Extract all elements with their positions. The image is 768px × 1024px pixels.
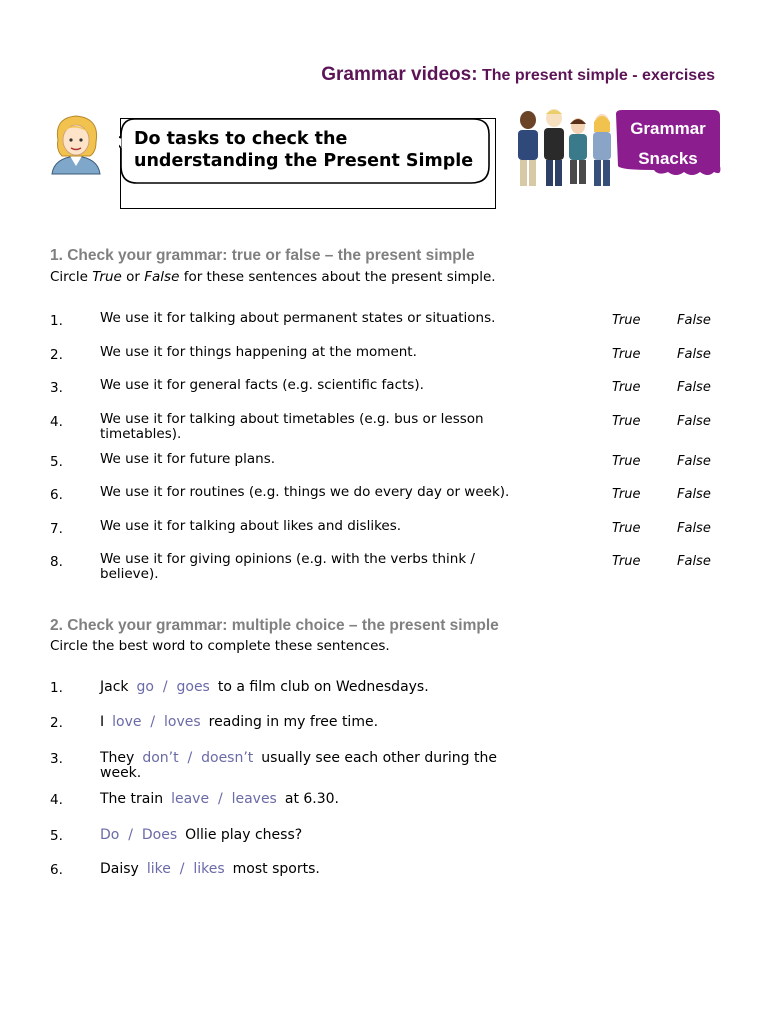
mc-item-pre: Daisy (100, 861, 139, 877)
mc-choice[interactable]: leave / leaves (171, 791, 277, 807)
false-option[interactable]: False (677, 521, 711, 536)
mc-item (100, 715, 540, 730)
mc-item (100, 680, 540, 695)
mc-item-post: at 6.30. (284, 791, 339, 807)
true-option[interactable]: True (612, 414, 641, 429)
mc-item-post: usually see each other during the week. (100, 750, 497, 781)
tf-item-text: We use it for general facts (e.g. scientific facts). (100, 377, 424, 393)
tf-item-text: We use it for talking about timetables (e.g. bus or lesson timetables). (100, 411, 484, 442)
tf-item-number: 7. (50, 521, 63, 537)
false-option[interactable]: False (677, 313, 711, 328)
mc-item-number: 6. (50, 862, 63, 878)
teacher-avatar (46, 112, 106, 176)
true-option[interactable]: True (612, 313, 641, 328)
true-option[interactable]: True (612, 521, 641, 536)
false-option[interactable]: False (677, 380, 711, 395)
tf-item-text: We use it for talking about permanent states or situations. (100, 310, 496, 326)
instr-true: True (92, 269, 122, 285)
mc-item-pre: I (100, 714, 105, 730)
logo-line1: Grammar (630, 119, 706, 138)
mc-choice[interactable]: don’t / doesn’t (142, 750, 254, 766)
instr-pre: Circle (50, 269, 88, 285)
false-option[interactable]: False (677, 347, 711, 362)
true-option[interactable]: True (612, 554, 641, 569)
tf-item-text: We use it for future plans. (100, 451, 276, 467)
tf-item-number: 5. (50, 454, 63, 470)
logo-line2: Snacks (638, 149, 698, 168)
instr-false: False (144, 269, 180, 285)
mc-choice[interactable]: Do / Does (100, 827, 178, 843)
tf-item-number: 8. (50, 554, 63, 570)
mc-item-number: 4. (50, 792, 63, 808)
mc-item-post: to a film club on Wednesdays. (217, 679, 429, 695)
mc-item-pre: The train (100, 791, 164, 807)
kids-illustration-icon (518, 109, 611, 186)
mc-item-number: 2. (50, 715, 63, 731)
tf-item-text: We use it for things happening at the moment. (100, 344, 417, 360)
section1-title: 1. Check your grammar: true or false – the present simple (50, 247, 475, 264)
tf-item-text: We use it for talking about likes and dislikes. (100, 518, 402, 534)
tf-item-text: We use it for routines (e.g. things we do every day or week). (100, 484, 510, 500)
tf-item-number: 6. (50, 487, 63, 503)
false-option[interactable]: False (677, 487, 711, 502)
mc-item-number: 1. (50, 680, 63, 696)
page-title-sub: The present simple - exercises (482, 67, 715, 84)
mc-item-number: 5. (50, 828, 63, 844)
mc-item-post: reading in my free time. (208, 714, 379, 730)
true-option[interactable]: True (612, 454, 641, 469)
tf-item-number: 2. (50, 347, 63, 363)
mc-item-number: 3. (50, 751, 63, 767)
mc-choice[interactable]: like / likes (146, 861, 225, 877)
mc-item (100, 862, 540, 877)
mc-choice[interactable]: love / loves (112, 714, 201, 730)
mc-item (100, 751, 540, 781)
mc-item-pre: Jack (100, 679, 129, 695)
section1-instruction (50, 269, 496, 285)
tf-item-number: 3. (50, 380, 63, 396)
mc-item (100, 828, 540, 843)
false-option[interactable]: False (677, 454, 711, 469)
page-title (321, 64, 715, 86)
section2-instruction: Circle the best word to complete these sentences. (50, 638, 390, 654)
mc-choice[interactable]: go / goes (136, 679, 210, 695)
intro-text: Do tasks to check the understanding the Present Simple (134, 129, 474, 171)
page-title-main: Grammar videos: (321, 64, 478, 85)
section2-title: 2. Check your grammar: multiple choice – the present simple (50, 617, 499, 634)
false-option[interactable]: False (677, 554, 711, 569)
instr-post: for these sentences about the present simple. (183, 269, 496, 285)
true-option[interactable]: True (612, 380, 641, 395)
instr-or: or (126, 269, 140, 285)
grammar-snacks-logo (508, 106, 724, 192)
tf-item-number: 4. (50, 414, 63, 430)
true-option[interactable]: True (612, 487, 641, 502)
true-option[interactable]: True (612, 347, 641, 362)
mc-item-post: most sports. (232, 861, 320, 877)
mc-item (100, 792, 540, 807)
tf-item-number: 1. (50, 313, 63, 329)
false-option[interactable]: False (677, 414, 711, 429)
tf-item-text: We use it for giving opinions (e.g. with the verbs think / believe). (100, 551, 475, 582)
mc-item-post: Ollie play chess? (185, 827, 303, 843)
mc-item-pre: They (100, 750, 135, 766)
